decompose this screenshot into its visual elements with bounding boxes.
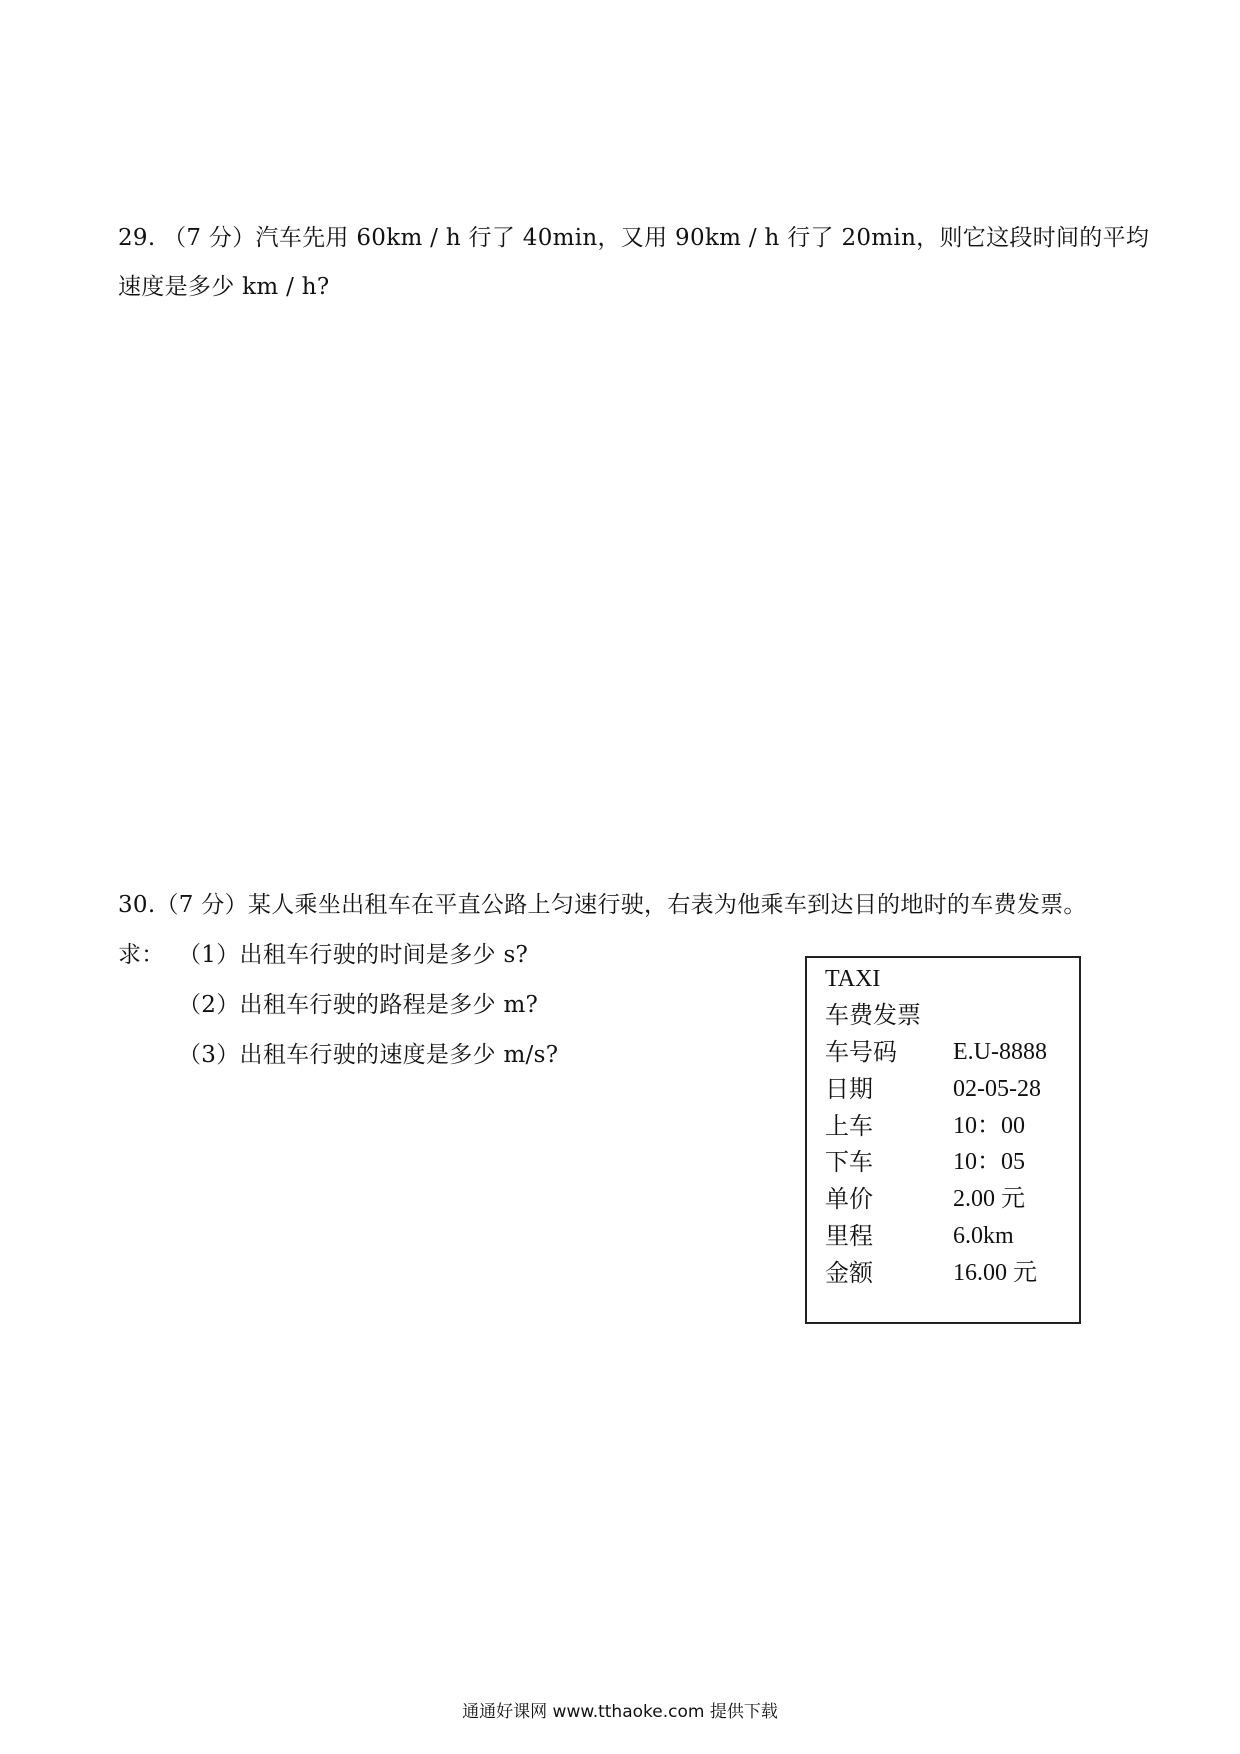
receipt-value: 2.00 元	[953, 1186, 1025, 1212]
receipt-label: 车号码	[825, 1038, 897, 1066]
question-29-text-line1: 29. （7 分）汽车先用 60km / h 行了 40min，又用 90km / h 行了 20min，则它这段时间的平均	[118, 225, 1150, 251]
question-30-sub-1: （1）出租车行驶的时间是多少 s?	[178, 942, 529, 968]
receipt-row-unit-price	[825, 1184, 1071, 1214]
receipt-label: 里程	[825, 1222, 873, 1250]
receipt-row-board-time	[825, 1111, 1071, 1141]
receipt-label: 下车	[825, 1148, 873, 1176]
receipt-value: 02-05-28	[953, 1076, 1041, 1102]
question-30-text: 30.（7 分）某人乘坐出租车在平直公路上匀速行驶，右表为他乘车到达目的地时的车费发票。	[118, 892, 1087, 918]
receipt-value: 10：00	[953, 1113, 1025, 1139]
receipt-label: 金额	[825, 1259, 873, 1287]
receipt-value: 6.0km	[953, 1223, 1014, 1249]
receipt-row-alight-time	[825, 1147, 1071, 1177]
question-29-text-line2: 速度是多少 km / h?	[118, 274, 330, 300]
receipt-value: E.U-8888	[953, 1039, 1047, 1065]
receipt-title: TAXI	[825, 966, 881, 992]
receipt-row-amount	[825, 1258, 1071, 1288]
receipt-subtitle: 车费发票	[825, 1001, 921, 1029]
receipt-row-date	[825, 1074, 1071, 1104]
receipt-value: 10：05	[953, 1149, 1025, 1175]
receipt-value: 16.00 元	[953, 1260, 1037, 1286]
page-footer: 通通好课网 www.tthaoke.com 提供下载	[462, 1702, 778, 1722]
receipt-label: 上车	[825, 1112, 873, 1140]
receipt-label: 日期	[825, 1075, 873, 1103]
question-30-sub-2: （2）出租车行驶的路程是多少 m?	[178, 992, 539, 1018]
receipt-label: 单价	[825, 1185, 873, 1213]
receipt-row-distance	[825, 1221, 1071, 1251]
question-30-sub-3: （3）出租车行驶的速度是多少 m/s?	[178, 1042, 559, 1068]
receipt-row-plate	[825, 1037, 1071, 1067]
taxi-receipt	[805, 956, 1081, 1324]
question-30-ask-label: 求：	[118, 942, 165, 968]
